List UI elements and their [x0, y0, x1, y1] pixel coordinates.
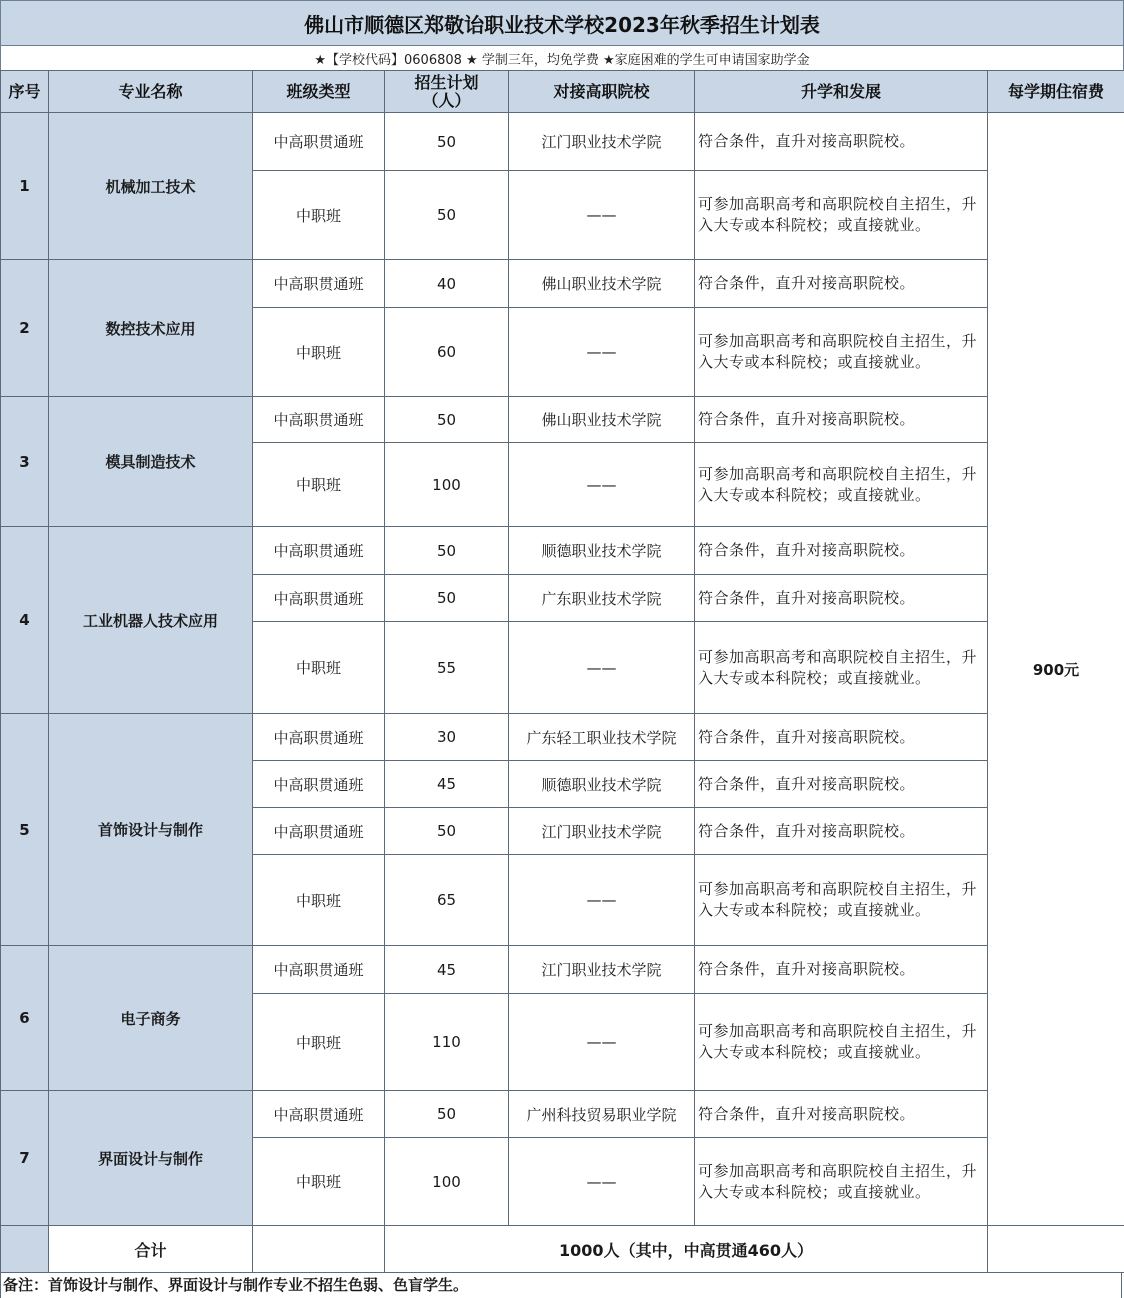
cell-college: 佛山职业技术学院: [509, 260, 695, 308]
header-development: 升学和发展: [695, 71, 988, 113]
table-row: [1, 113, 1124, 171]
cell-plan: 55: [385, 622, 509, 714]
cell-class-type: 中职班: [253, 994, 385, 1091]
cell-plan: 50: [385, 575, 509, 622]
cell-class-type: 中高职贯通班: [253, 575, 385, 622]
cell-class-type: 中高职贯通班: [253, 946, 385, 994]
cell-development: 符合条件，直升对接高职院校。: [695, 527, 988, 575]
cell-college: 顺德职业技术学院: [509, 527, 695, 575]
cell-development: 符合条件，直升对接高职院校。: [695, 1091, 988, 1138]
cell-class-type: 中高职贯通班: [253, 761, 385, 808]
cell-class-type: 中高职贯通班: [253, 113, 385, 171]
cell-class-type: 中高职贯通班: [253, 527, 385, 575]
cell-class-type: 中职班: [253, 1138, 385, 1226]
cell-class-type: 中高职贯通班: [253, 397, 385, 443]
cell-plan: 50: [385, 113, 509, 171]
cell-college: ——: [509, 1138, 695, 1226]
cell-major-name: 首饰设计与制作: [49, 714, 253, 946]
cell-development: 符合条件，直升对接高职院校。: [695, 397, 988, 443]
cell-plan: 50: [385, 1091, 509, 1138]
cell-no: 2: [1, 260, 49, 397]
cell-major-name: 工业机器人技术应用: [49, 527, 253, 714]
cell-class-type: 中职班: [253, 308, 385, 397]
cell-class-type: 中职班: [253, 171, 385, 260]
page-title: 佛山市顺德区郑敬诒职业技术学校2023年秋季招生计划表: [0, 0, 1124, 45]
cell-plan: 45: [385, 761, 509, 808]
cell-development: 可参加高职高考和高职院校自主招生，升入大专或本科院校；或直接就业。: [695, 622, 988, 714]
footnote: 备注：首饰设计与制作、界面设计与制作专业不招生色弱、色盲学生。: [0, 1273, 1122, 1298]
cell-no: 5: [1, 714, 49, 946]
cell-plan: 45: [385, 946, 509, 994]
cell-plan: 40: [385, 260, 509, 308]
cell-plan: 50: [385, 397, 509, 443]
table-row: [1, 1091, 1124, 1138]
header-class-type: 班级类型: [253, 71, 385, 113]
cell-no: 1: [1, 113, 49, 260]
table-row: [1, 260, 1124, 308]
cell-college: 广东职业技术学院: [509, 575, 695, 622]
cell-college: 江门职业技术学院: [509, 113, 695, 171]
cell-no: 4: [1, 527, 49, 714]
cell-college: ——: [509, 855, 695, 946]
cell-plan: 110: [385, 994, 509, 1091]
cell-college: ——: [509, 171, 695, 260]
cell-major-name: 模具制造技术: [49, 397, 253, 527]
cell-college: ——: [509, 443, 695, 527]
cell-college: 顺德职业技术学院: [509, 761, 695, 808]
cell-plan: 100: [385, 443, 509, 527]
cell-college: ——: [509, 308, 695, 397]
cell-development: 符合条件，直升对接高职院校。: [695, 946, 988, 994]
cell-development: 可参加高职高考和高职院校自主招生，升入大专或本科院校；或直接就业。: [695, 443, 988, 527]
cell-class-type: 中高职贯通班: [253, 714, 385, 761]
cell-college: ——: [509, 622, 695, 714]
cell-college: 江门职业技术学院: [509, 808, 695, 855]
table-row: [1, 714, 1124, 761]
cell-plan: 30: [385, 714, 509, 761]
cell-major-name: 界面设计与制作: [49, 1091, 253, 1226]
cell-class-type: 中高职贯通班: [253, 1091, 385, 1138]
header-college: 对接高职院校: [509, 71, 695, 113]
cell-development: 符合条件，直升对接高职院校。: [695, 260, 988, 308]
cell-development: 可参加高职高考和高职院校自主招生，升入大专或本科院校；或直接就业。: [695, 308, 988, 397]
cell-no: 7: [1, 1091, 49, 1226]
cell-plan: 60: [385, 308, 509, 397]
cell-development: 可参加高职高考和高职院校自主招生，升入大专或本科院校；或直接就业。: [695, 994, 988, 1091]
cell-development: 符合条件，直升对接高职院校。: [695, 575, 988, 622]
cell-major-name: 机械加工技术: [49, 113, 253, 260]
header-row: [1, 71, 1124, 113]
total-label: 合计: [49, 1226, 253, 1273]
cell-class-type: 中职班: [253, 855, 385, 946]
subtitle: ★【学校代码】0606808 ★ 学制三年，均免学费 ★家庭困难的学生可申请国家助学金: [0, 45, 1124, 71]
table-row: [1, 946, 1124, 994]
header-major: 专业名称: [49, 71, 253, 113]
header-plan-text: 招生计划（人）: [414, 72, 479, 110]
cell-development: 符合条件，直升对接高职院校。: [695, 714, 988, 761]
enrollment-table: [0, 70, 1124, 1273]
cell-class-type: 中职班: [253, 622, 385, 714]
table-body: [1, 113, 1124, 1273]
cell-class-type: 中高职贯通班: [253, 808, 385, 855]
table-row: [1, 527, 1124, 575]
cell-college: 广东轻工职业技术学院: [509, 714, 695, 761]
table-row: [1, 397, 1124, 443]
cell-plan: 50: [385, 808, 509, 855]
cell-plan: 100: [385, 1138, 509, 1226]
total-blank-cell: [253, 1226, 385, 1273]
cell-development: 可参加高职高考和高职院校自主招生，升入大专或本科院校；或直接就业。: [695, 855, 988, 946]
cell-development: 可参加高职高考和高职院校自主招生，升入大专或本科院校；或直接就业。: [695, 171, 988, 260]
cell-college: 佛山职业技术学院: [509, 397, 695, 443]
cell-class-type: 中职班: [253, 443, 385, 527]
header-plan: [385, 71, 509, 113]
cell-no: 6: [1, 946, 49, 1091]
cell-college: 江门职业技术学院: [509, 946, 695, 994]
total-value: 1000人（其中，中高贯通460人）: [385, 1226, 988, 1273]
total-blank-cell: [988, 1226, 1124, 1273]
cell-development: 符合条件，直升对接高职院校。: [695, 808, 988, 855]
cell-college: ——: [509, 994, 695, 1091]
cell-class-type: 中高职贯通班: [253, 260, 385, 308]
cell-plan: 50: [385, 171, 509, 260]
header-fee: 每学期住宿费: [988, 71, 1124, 113]
cell-fee: 900元: [988, 113, 1124, 1226]
cell-major-name: 数控技术应用: [49, 260, 253, 397]
cell-plan: 65: [385, 855, 509, 946]
total-blank-cell: [1, 1226, 49, 1273]
header-no: 序号: [1, 71, 49, 113]
cell-development: 符合条件，直升对接高职院校。: [695, 113, 988, 171]
cell-major-name: 电子商务: [49, 946, 253, 1091]
cell-no: 3: [1, 397, 49, 527]
cell-college: 广州科技贸易职业学院: [509, 1091, 695, 1138]
total-row: [1, 1226, 1124, 1273]
cell-plan: 50: [385, 527, 509, 575]
cell-development: 可参加高职高考和高职院校自主招生，升入大专或本科院校；或直接就业。: [695, 1138, 988, 1226]
cell-development: 符合条件，直升对接高职院校。: [695, 761, 988, 808]
